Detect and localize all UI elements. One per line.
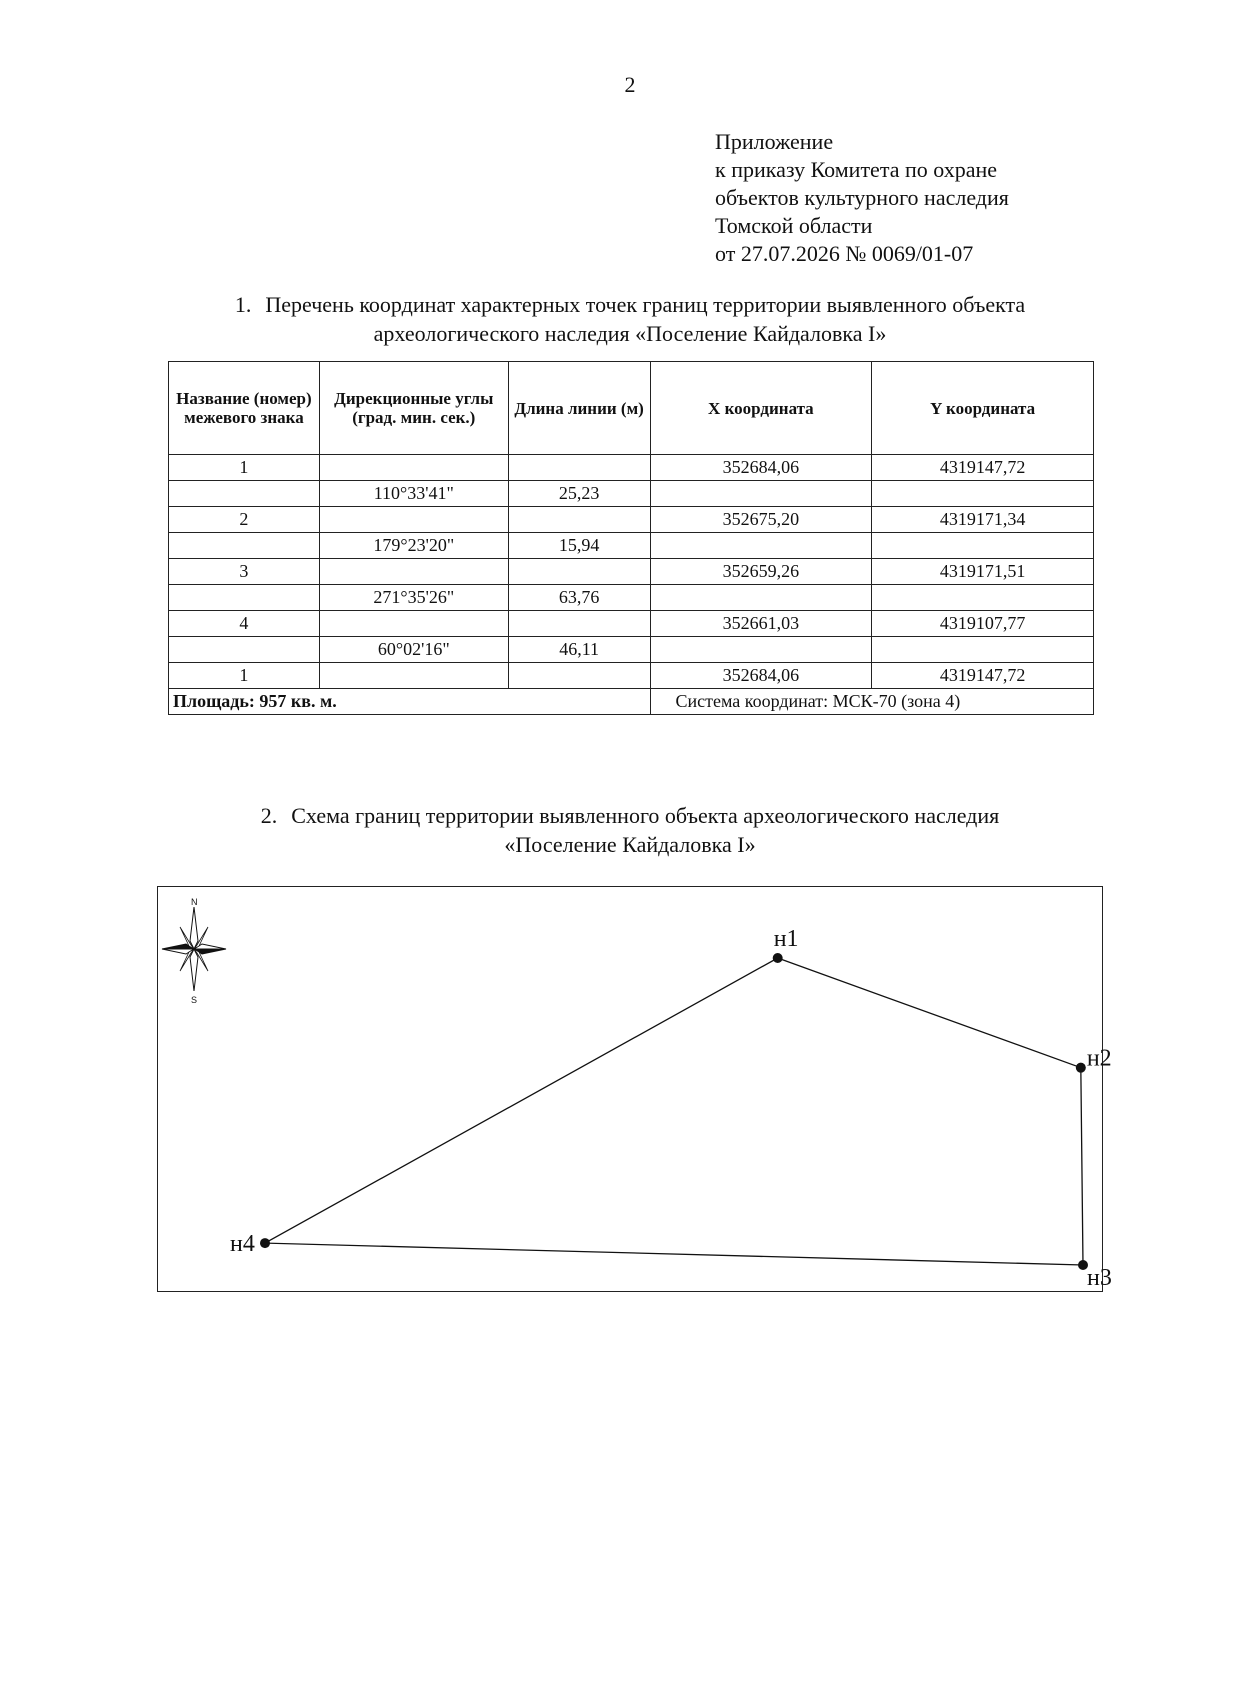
boundary-point-marker (1076, 1063, 1086, 1073)
cell-x: 352675,20 (650, 507, 872, 533)
cell-name (169, 481, 320, 507)
boundary-schema-svg (158, 887, 1112, 1291)
table-row (169, 455, 1094, 481)
table-row (169, 481, 1094, 507)
section-1-number: 1. (234, 292, 252, 317)
cell-x: 352684,06 (650, 663, 872, 689)
cell-length (508, 559, 650, 585)
cell-name: 1 (169, 455, 320, 481)
cell-name: 1 (169, 663, 320, 689)
cell-x (650, 533, 872, 559)
appendix-line-5: от 27.07.2026 № 0069/01-07 (715, 241, 974, 266)
table-footer-row (169, 689, 1094, 715)
table-row (169, 585, 1094, 611)
cell-x (650, 637, 872, 663)
boundary-points (230, 926, 1112, 1291)
cell-angle: 110°33'41" (319, 481, 508, 507)
cell-y: 4319171,34 (872, 507, 1094, 533)
cell-angle (319, 559, 508, 585)
cell-name: 2 (169, 507, 320, 533)
appendix-line-1: Приложение (715, 129, 834, 154)
table-row (169, 611, 1094, 637)
cell-length (508, 507, 650, 533)
header-y: Y координата (872, 362, 1094, 455)
section-2-title-line-2: «Поселение Кайдаловка I» (504, 832, 756, 857)
cell-name: 4 (169, 611, 320, 637)
cell-y (872, 481, 1094, 507)
cell-length: 63,76 (508, 585, 650, 611)
cell-angle: 60°02'16" (319, 637, 508, 663)
boundary-point-marker (773, 953, 783, 963)
coordinates-table (168, 361, 1094, 715)
header-name: Название (номер) межевого знака (169, 362, 320, 455)
appendix-line-2: к приказу Комитета по охране (715, 157, 997, 182)
table-row (169, 637, 1094, 663)
cell-angle (319, 663, 508, 689)
appendix-line-3: объектов культурного наследия (715, 185, 1009, 210)
table-row (169, 507, 1094, 533)
compass-north-label: N (191, 897, 198, 907)
cell-y: 4319147,72 (872, 455, 1094, 481)
section-2-number: 2. (260, 803, 278, 828)
section-1-heading (160, 290, 1100, 348)
section-1-title-line-2: археологического наследия «Поселение Кайдаловка I» (373, 321, 887, 346)
cell-y (872, 585, 1094, 611)
cell-angle (319, 507, 508, 533)
cell-angle: 271°35'26" (319, 585, 508, 611)
cell-name (169, 585, 320, 611)
cell-x: 352684,06 (650, 455, 872, 481)
boundary-schema (157, 886, 1112, 1292)
header-x: X координата (650, 362, 872, 455)
compass-rose-icon (162, 897, 226, 1005)
boundary-point-label: н4 (230, 1231, 255, 1258)
table-row (169, 663, 1094, 689)
cell-length (508, 663, 650, 689)
boundary-point-label: н3 (1087, 1265, 1112, 1291)
table-row (169, 559, 1094, 585)
cell-length: 15,94 (508, 533, 650, 559)
cell-x: 352659,26 (650, 559, 872, 585)
cell-length (508, 455, 650, 481)
appendix-line-4: Томской области (715, 213, 873, 238)
section-1-title-line-1: Перечень координат характерных точек границ территории выявленного объекта (265, 292, 1026, 317)
boundary-point-label: н1 (773, 926, 799, 952)
section-2-title-line-1: Схема границ территории выявленного объекта археологического наследия (291, 803, 1000, 828)
cell-name (169, 533, 320, 559)
cell-x (650, 481, 872, 507)
cell-angle (319, 455, 508, 481)
table-header-row (169, 362, 1094, 455)
cell-y (872, 533, 1094, 559)
boundary-point-marker (260, 1238, 270, 1248)
cell-x: 352661,03 (650, 611, 872, 637)
section-2-heading (160, 801, 1100, 859)
compass-south-point (190, 949, 198, 991)
boundary-polygon (265, 958, 1083, 1265)
header-angle: Дирекционные углы (град. мин. сек.) (319, 362, 508, 455)
compass-north-point (190, 907, 198, 949)
cell-name (169, 637, 320, 663)
boundary-point-label: н2 (1086, 1045, 1112, 1072)
cell-length: 46,11 (508, 637, 650, 663)
page-number: 2 (624, 72, 636, 97)
cell-length (508, 611, 650, 637)
cell-name: 3 (169, 559, 320, 585)
cell-x (650, 585, 872, 611)
compass-south-label: S (191, 995, 198, 1005)
coord-system-cell: Система координат: МСК-70 (зона 4) (650, 689, 1093, 715)
area-cell: Площадь: 957 кв. м. (169, 689, 651, 715)
cell-length: 25,23 (508, 481, 650, 507)
table-row (169, 533, 1094, 559)
cell-angle: 179°23'20" (319, 533, 508, 559)
cell-y: 4319107,77 (872, 611, 1094, 637)
cell-angle (319, 611, 508, 637)
cell-y: 4319147,72 (872, 663, 1094, 689)
appendix-block (715, 128, 1009, 268)
cell-y: 4319171,51 (872, 559, 1094, 585)
cell-y (872, 637, 1094, 663)
header-length: Длина линии (м) (508, 362, 650, 455)
